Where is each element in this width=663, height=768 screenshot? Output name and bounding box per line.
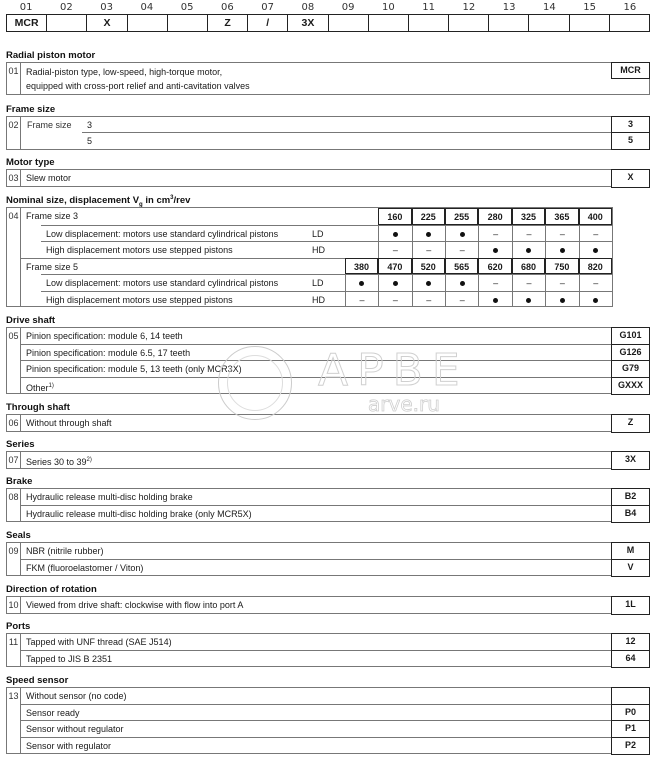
option-text <box>26 489 193 505</box>
nominal-label: High displacement motors use stepped pistons <box>46 294 233 305</box>
table-ports <box>6 633 650 667</box>
option-label: FKM (fluoroelastomer / Viton) <box>26 562 144 573</box>
unavailable-dash: – <box>545 225 578 242</box>
dot-icon <box>393 281 398 286</box>
section-title-frame: Frame size <box>6 104 56 115</box>
option-code: 3 <box>611 116 650 133</box>
available-dot-icon <box>545 291 578 308</box>
dot-icon <box>560 298 565 303</box>
unavailable-dash: – <box>345 291 378 308</box>
footnote-marker: 2) <box>86 457 92 463</box>
option-row <box>21 721 649 738</box>
option-label: Sensor without regulator <box>26 724 124 734</box>
dot-icon <box>426 281 431 286</box>
code-cell: / <box>248 15 288 31</box>
code-cell <box>449 15 489 31</box>
position-number: 15 <box>583 2 596 13</box>
row-number: 07 <box>7 452 21 468</box>
title-superscript: 3 <box>170 195 174 201</box>
option-row <box>21 634 649 651</box>
available-dot-icon <box>345 274 378 291</box>
option-code: 64 <box>611 650 650 669</box>
title-text: in cm <box>142 195 171 207</box>
available-dot-icon <box>478 241 511 258</box>
dot-icon <box>526 248 531 253</box>
size-header: 565 <box>445 258 478 275</box>
dot-icon <box>393 232 398 237</box>
position-number: 16 <box>623 2 637 13</box>
option-label: Series 30 to 39 <box>26 457 87 467</box>
row-number: 01 <box>7 63 21 94</box>
table-through <box>6 414 650 432</box>
option-text <box>26 345 190 361</box>
dot-icon <box>460 232 465 237</box>
watermark-logo-icon <box>218 346 292 420</box>
position-number: 13 <box>502 2 516 13</box>
table-series <box>6 451 650 469</box>
position-number: 09 <box>341 2 355 13</box>
option-row <box>21 506 649 523</box>
unavailable-dash: – <box>478 225 511 242</box>
size-header: 255 <box>445 208 478 225</box>
position-number: 04 <box>140 2 154 13</box>
section-title-through: Through shaft <box>6 402 70 413</box>
table-rotation <box>6 596 650 614</box>
size-header: 280 <box>478 208 511 225</box>
unavailable-dash: – <box>445 291 478 308</box>
option-text <box>26 705 80 721</box>
option-code: V <box>611 559 650 578</box>
option-row <box>21 170 649 187</box>
option-label: Sensor ready <box>26 707 80 718</box>
option-row <box>21 543 649 560</box>
unavailable-dash: – <box>579 225 612 242</box>
option-label: Hydraulic release multi-disc holding brake <box>26 492 193 502</box>
option-code: GXXX <box>611 377 650 396</box>
option-label: Pinion specification: module 6.5, 17 teeth <box>26 347 191 358</box>
displacement-tag: LD <box>312 228 324 239</box>
option-code: P2 <box>611 737 650 756</box>
option-text <box>26 560 143 576</box>
section-title-ports: Ports <box>6 621 31 632</box>
available-dot-icon <box>412 274 445 291</box>
option-row <box>21 597 649 614</box>
frame-size-label: Frame size <box>27 120 72 130</box>
unavailable-dash: – <box>579 274 612 291</box>
nominal-label: High displacement motors use stepped pistons <box>46 245 233 255</box>
available-dot-icon <box>412 225 445 242</box>
option-label: Sensor with regulator <box>26 740 112 751</box>
table-motor <box>6 169 650 187</box>
section-title-seals: Seals <box>6 530 31 541</box>
code-cell: 3X <box>288 15 328 31</box>
option-label: Pinion specification: module 6, 14 teeth <box>26 331 183 341</box>
option-text-line1: Radial-piston type, low-speed, high-torque motor, <box>26 67 223 77</box>
unavailable-dash: – <box>378 291 411 308</box>
unavailable-dash: – <box>545 274 578 291</box>
option-text <box>26 452 92 470</box>
option-label: Pinion specification: module 5, 13 teeth (only MCR3X) <box>26 364 242 374</box>
option-code: 5 <box>611 132 650 150</box>
code-cell: Z <box>208 15 248 31</box>
option-text: 5 <box>87 136 93 146</box>
code-cell <box>529 15 569 31</box>
size-header: 400 <box>579 208 612 225</box>
title-text: Nominal size, displacement V <box>6 195 140 207</box>
available-dot-icon <box>579 291 612 308</box>
available-dot-icon <box>545 241 578 258</box>
available-dot-icon <box>378 225 411 242</box>
section-title-radial: Radial piston motor <box>6 50 96 61</box>
option-code: Z <box>611 414 650 433</box>
code-cell <box>409 15 449 31</box>
option-row <box>21 415 649 432</box>
option-row <box>21 328 649 345</box>
table-sensor <box>6 687 650 754</box>
option-code <box>611 687 650 705</box>
dot-icon <box>526 298 531 303</box>
option-text <box>26 738 111 754</box>
position-number: 01 <box>19 2 33 13</box>
option-code: B4 <box>611 505 650 524</box>
dot-icon <box>593 298 598 303</box>
table-brake <box>6 488 650 522</box>
option-row <box>21 452 649 469</box>
section-title-brake: Brake <box>6 476 33 487</box>
option-row <box>21 738 649 755</box>
code-cell <box>329 15 369 31</box>
option-text <box>26 65 250 93</box>
table-radial <box>6 62 650 95</box>
table-seals <box>6 542 650 576</box>
nominal-label: Low displacement: motors use standard cylindrical pistons <box>46 278 279 288</box>
option-code: G126 <box>611 344 650 362</box>
position-number: 06 <box>221 2 234 13</box>
displacement-tag: HD <box>312 245 325 255</box>
displacement-tag: HD <box>312 294 325 305</box>
size-header: 520 <box>412 258 445 275</box>
option-label: Slew motor <box>26 173 72 183</box>
option-code: P0 <box>611 704 650 722</box>
option-row <box>21 651 649 668</box>
section-title-motor: Motor type <box>6 157 55 168</box>
dot-icon <box>460 281 465 286</box>
size-header: 680 <box>512 258 545 275</box>
unavailable-dash: – <box>445 241 478 258</box>
size-header: 470 <box>378 258 411 275</box>
option-label: Tapped with UNF thread (SAE J514) <box>26 637 172 647</box>
size-header: 380 <box>345 258 378 275</box>
option-row <box>82 133 649 149</box>
available-dot-icon <box>512 241 545 258</box>
table-nominal-size <box>6 207 613 307</box>
available-dot-icon <box>445 225 478 242</box>
unavailable-dash: – <box>478 274 511 291</box>
position-number: 12 <box>462 2 476 13</box>
row-number: 11 <box>7 634 21 666</box>
unavailable-dash: – <box>412 241 445 258</box>
row-number: 06 <box>7 415 21 431</box>
section-title-drive: Drive shaft <box>6 315 56 326</box>
option-code: 3X <box>611 451 650 470</box>
nominal-label: Frame size 3 <box>26 211 79 221</box>
option-label: Hydraulic release multi-disc holding brake (only MCR5X) <box>26 508 252 519</box>
position-number: 11 <box>422 2 435 13</box>
section-title-sensor: Speed sensor <box>6 675 69 686</box>
position-number: 05 <box>180 2 194 13</box>
option-row <box>21 489 649 506</box>
size-header: 325 <box>512 208 545 225</box>
option-text <box>26 543 104 559</box>
option-text <box>26 634 172 650</box>
option-text <box>26 651 112 667</box>
option-code: P1 <box>611 720 650 738</box>
row-number: 02 <box>7 117 21 149</box>
option-text <box>26 170 71 186</box>
option-text <box>26 415 112 431</box>
footnote-marker: 1) <box>48 382 54 389</box>
available-dot-icon <box>478 291 511 308</box>
option-label: NBR (nitrile rubber) <box>26 546 104 556</box>
option-label: Tapped to JIS B 2351 <box>26 653 113 664</box>
row-number: 05 <box>7 328 21 393</box>
option-row <box>21 688 649 705</box>
section-title-series: Series <box>6 439 35 450</box>
code-cell <box>570 15 610 31</box>
code-cell: MCR <box>7 15 47 31</box>
unavailable-dash: – <box>412 291 445 308</box>
row-number: 08 <box>7 489 21 521</box>
option-text <box>26 361 242 377</box>
option-row <box>21 705 649 722</box>
code-cell: X <box>87 15 127 31</box>
option-text <box>26 506 252 522</box>
section-title-rotation: Direction of rotation <box>6 584 97 595</box>
title-text: /rev <box>173 195 191 207</box>
unavailable-dash: – <box>378 241 411 258</box>
title-subscript: g <box>139 202 143 209</box>
available-dot-icon <box>512 291 545 308</box>
dot-icon <box>493 298 498 303</box>
option-code: G101 <box>611 327 650 345</box>
dot-icon <box>359 281 364 286</box>
unavailable-dash: – <box>512 274 545 291</box>
option-text: 3 <box>87 120 93 130</box>
option-code: 1L <box>611 596 650 615</box>
option-text <box>26 688 127 704</box>
nominal-label: Frame size 5 <box>26 261 79 272</box>
row-number: 03 <box>7 170 21 186</box>
size-header: 620 <box>478 258 511 275</box>
dot-icon <box>560 248 565 253</box>
available-dot-icon <box>579 241 612 258</box>
option-label: Without sensor (no code) <box>26 691 127 701</box>
position-number: 03 <box>100 2 113 13</box>
option-code: X <box>611 169 650 188</box>
dot-icon <box>593 248 598 253</box>
option-code: G79 <box>611 360 650 378</box>
size-header: 365 <box>545 208 578 225</box>
position-number: 07 <box>261 2 274 13</box>
option-text <box>26 597 243 613</box>
option-label: Other <box>26 382 49 393</box>
available-dot-icon <box>378 274 411 291</box>
available-dot-icon <box>445 274 478 291</box>
option-text <box>26 378 54 396</box>
row-number: 09 <box>7 543 21 575</box>
option-text <box>26 721 124 737</box>
code-cell <box>369 15 409 31</box>
watermark-text: АРВЕ <box>318 345 469 396</box>
option-code: 12 <box>611 633 650 651</box>
size-header: 820 <box>579 258 612 275</box>
row-number: 10 <box>7 597 21 613</box>
option-label: Without through shaft <box>26 418 112 428</box>
code-cell <box>47 15 87 31</box>
watermark-url: arve.ru <box>368 392 440 416</box>
code-cell <box>128 15 168 31</box>
option-text <box>26 328 183 344</box>
code-cell <box>489 15 529 31</box>
row-number: 13 <box>7 688 21 753</box>
option-code: MCR <box>611 62 650 79</box>
size-header: 225 <box>412 208 445 225</box>
displacement-tag: LD <box>312 278 324 288</box>
position-number: 08 <box>301 2 315 13</box>
dot-icon <box>426 232 431 237</box>
position-number: 10 <box>382 2 395 13</box>
row-number: 04 <box>7 208 21 306</box>
dot-icon <box>493 248 498 253</box>
option-label: Viewed from drive shaft: clockwise with flow into port A <box>26 600 244 610</box>
unavailable-dash: – <box>512 225 545 242</box>
table-frame <box>6 116 650 150</box>
option-code: M <box>611 542 650 560</box>
size-header: 750 <box>545 258 578 275</box>
option-row <box>82 117 649 133</box>
nominal-label: Low displacement: motors use standard cylindrical pistons <box>46 228 279 239</box>
option-code: B2 <box>611 488 650 506</box>
code-cell <box>168 15 208 31</box>
ordering-code-grid <box>6 14 650 32</box>
position-number: 14 <box>543 2 556 13</box>
position-numbers <box>6 2 650 14</box>
size-header: 160 <box>378 208 411 225</box>
option-row <box>21 560 649 577</box>
option-text-line2: equipped with cross-port relief and anti-cavitation valves <box>26 81 250 91</box>
code-cell <box>610 15 649 31</box>
position-number: 02 <box>60 2 73 13</box>
